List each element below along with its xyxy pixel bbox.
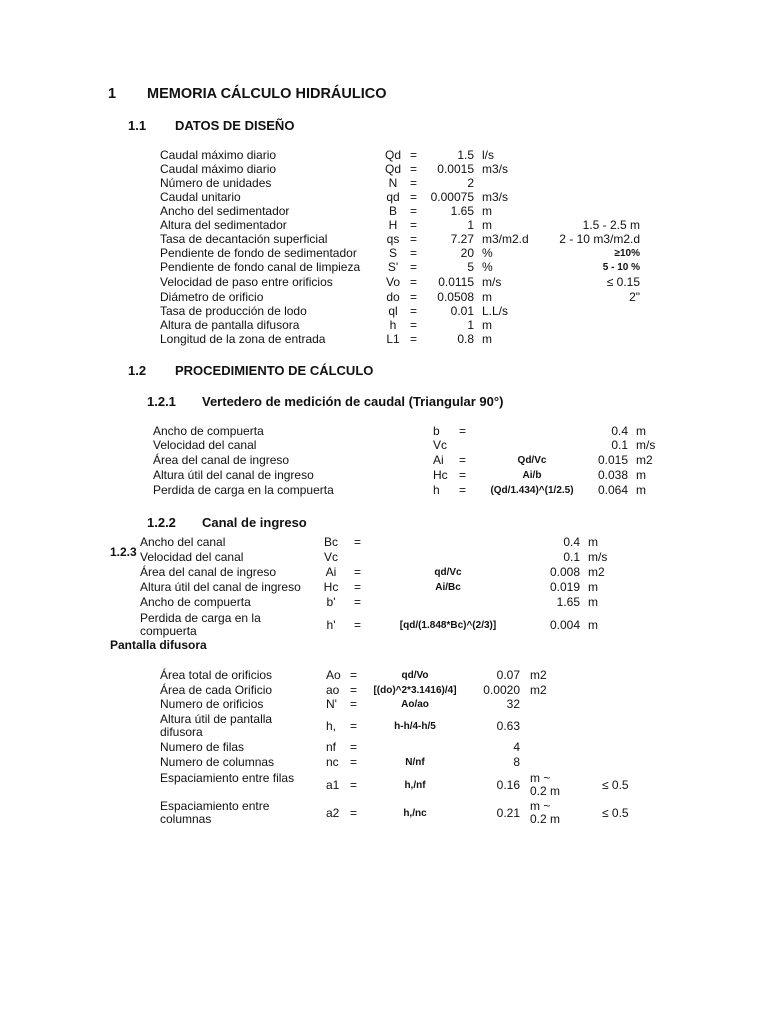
row-label: Perdida de carga en la compuerta bbox=[140, 611, 261, 638]
row-symbol: a1 bbox=[326, 778, 340, 792]
row-label: Velocidad del canal bbox=[140, 550, 244, 564]
row-formula: (Qd/1.434)^(1/2.5) bbox=[490, 485, 574, 496]
row-equals: = bbox=[459, 468, 467, 482]
row-formula: Ai/b bbox=[522, 470, 542, 481]
row-label: Altura del sedimentador bbox=[160, 218, 287, 232]
section-1-title: MEMORIA CÁLCULO HIDRÁULICO bbox=[147, 86, 387, 102]
row-value: 20 bbox=[460, 246, 474, 260]
row-label: Pendiente de fondo canal de limpieza bbox=[160, 260, 361, 274]
row-value: 1 bbox=[467, 318, 474, 332]
section-1-2-title: PROCEDIMIENTO DE CÁLCULO bbox=[175, 363, 374, 378]
row-symbol: ao bbox=[326, 683, 340, 697]
row-equals: = bbox=[410, 332, 418, 346]
row-unit: m/s bbox=[482, 275, 502, 289]
row-symbol: h bbox=[433, 483, 440, 497]
row-value: 0.019 bbox=[549, 580, 580, 594]
row-label: Área total de orificios bbox=[160, 668, 273, 682]
row-label: Área de cada Orificio bbox=[160, 683, 273, 697]
row-label: Caudal máximo diario bbox=[160, 162, 277, 176]
table-row bbox=[0, 683, 768, 698]
row-symbol: qs bbox=[386, 232, 400, 246]
row-equals: = bbox=[410, 190, 418, 204]
table-row bbox=[0, 438, 768, 453]
row-symbol: L1 bbox=[386, 332, 400, 346]
row-equals: = bbox=[459, 453, 467, 467]
row-value: 0.63 bbox=[496, 719, 520, 733]
row-unit: % bbox=[482, 246, 493, 260]
row-equals: = bbox=[350, 806, 358, 820]
row-unit: m bbox=[588, 580, 598, 594]
row-formula: [qd/(1.848*Bc)^(2/3)] bbox=[399, 620, 497, 631]
row-symbol: Qd bbox=[384, 148, 401, 162]
row-unit: % bbox=[482, 260, 493, 274]
row-unit: m3/m2.d bbox=[482, 232, 529, 246]
row-equals: = bbox=[354, 565, 362, 579]
row-equals: = bbox=[459, 424, 467, 438]
row-limit: ≤ 0.5 bbox=[602, 778, 629, 792]
row-value: 0.4 bbox=[611, 424, 628, 438]
row-label: Ancho de compuerta bbox=[140, 595, 251, 609]
row-formula: h-h/4-h/5 bbox=[394, 721, 436, 732]
row-value: 5 bbox=[467, 260, 474, 274]
row-symbol: Vc bbox=[433, 438, 448, 452]
row-unit: m bbox=[588, 595, 598, 609]
row-value: 0.16 bbox=[496, 778, 520, 792]
row-symbol: Qd bbox=[384, 162, 401, 176]
row-equals: = bbox=[350, 778, 358, 792]
row-label: Área del canal de ingreso bbox=[140, 565, 277, 579]
row-unit: m bbox=[482, 290, 492, 304]
row-value: 0.0115 bbox=[438, 275, 474, 289]
row-equals: = bbox=[350, 668, 358, 682]
row-value: 0.015 bbox=[597, 453, 628, 467]
table-row bbox=[0, 190, 768, 205]
row-symbol: N' bbox=[326, 697, 337, 711]
row-range: ≥10% bbox=[614, 248, 640, 259]
section-1-2-number: 1.2 bbox=[128, 363, 147, 378]
row-equals: = bbox=[410, 318, 418, 332]
row-range: 2" bbox=[629, 290, 640, 304]
row-unit: m2 bbox=[530, 668, 547, 682]
row-equals: = bbox=[410, 162, 418, 176]
table-row bbox=[0, 612, 768, 640]
row-equals: = bbox=[350, 683, 358, 697]
row-label: Altura útil de pantalla difusora bbox=[160, 712, 273, 739]
table-row bbox=[0, 565, 768, 580]
row-symbol: h, bbox=[326, 719, 337, 733]
table-row bbox=[0, 290, 768, 305]
table-row bbox=[0, 468, 768, 483]
row-symbol: H bbox=[388, 218, 398, 232]
table-row bbox=[0, 162, 768, 177]
row-formula: qd/Vc bbox=[434, 567, 462, 578]
row-label: Numero de columnas bbox=[160, 755, 275, 769]
row-symbol: h bbox=[389, 318, 397, 332]
section-1-2-3-title: Pantalla difusora bbox=[110, 638, 207, 652]
row-symbol: S' bbox=[387, 260, 399, 274]
row-symbol: nf bbox=[326, 740, 337, 754]
row-label: Altura útil del canal de ingreso bbox=[140, 580, 301, 594]
row-symbol: h' bbox=[326, 618, 336, 632]
section-1-1-number: 1.1 bbox=[128, 118, 147, 133]
section-1-2-1-title: Vertedero de medición de caudal (Triangular 90°) bbox=[202, 394, 504, 409]
row-symbol: qd bbox=[386, 190, 400, 204]
row-unit: L.L/s bbox=[482, 304, 509, 318]
row-label: Velocidad de paso entre orificios bbox=[160, 275, 333, 289]
row-range: 5 - 10 % bbox=[602, 262, 640, 273]
row-value: 0.0020 bbox=[483, 683, 520, 697]
row-limit: ≤ 0.5 bbox=[602, 806, 629, 820]
row-value: 0.004 bbox=[549, 618, 580, 632]
row-label: Espaciamiento entre filas bbox=[160, 771, 295, 785]
row-unit: m bbox=[482, 218, 492, 232]
table-row bbox=[0, 232, 768, 247]
table-row bbox=[0, 246, 768, 261]
row-label: Tasa de producción de lodo bbox=[160, 304, 307, 318]
row-equals: = bbox=[410, 204, 418, 218]
row-symbol: b bbox=[433, 424, 440, 438]
row-label: Altura útil del canal de ingreso bbox=[153, 468, 314, 482]
row-formula: h,/nf bbox=[404, 780, 426, 791]
row-unit: m2 bbox=[588, 565, 605, 579]
row-value: 0.07 bbox=[496, 668, 520, 682]
row-value: 0.8 bbox=[457, 332, 474, 346]
table-row bbox=[0, 424, 768, 439]
row-range: 1.5 - 2.5 m bbox=[582, 218, 640, 232]
row-value: 1 bbox=[467, 218, 474, 232]
row-equals: = bbox=[350, 697, 358, 711]
table-row bbox=[0, 218, 768, 233]
table-row bbox=[0, 318, 768, 333]
table-row bbox=[0, 260, 768, 275]
row-value: 7.27 bbox=[450, 232, 474, 246]
row-value: 0.00075 bbox=[430, 190, 474, 204]
row-label: Longitud de la zona de entrada bbox=[160, 332, 326, 346]
row-label: Numero de filas bbox=[160, 740, 245, 754]
row-value: 4 bbox=[513, 740, 520, 754]
row-equals: = bbox=[354, 535, 362, 549]
row-unit: m ~ 0.2 m bbox=[530, 771, 561, 798]
row-unit: m bbox=[588, 618, 598, 632]
table-row bbox=[0, 332, 768, 347]
row-unit: m/s bbox=[636, 438, 656, 452]
table-row bbox=[0, 176, 768, 191]
row-label: Número de unidades bbox=[160, 176, 272, 190]
row-equals: = bbox=[410, 275, 418, 289]
row-symbol: Bc bbox=[323, 535, 338, 549]
row-unit: l/s bbox=[482, 148, 494, 162]
row-symbol: a2 bbox=[326, 806, 340, 820]
section-1-2-1-number: 1.2.1 bbox=[147, 394, 176, 409]
table-row bbox=[0, 483, 768, 498]
row-label: Espaciamiento entre columnas bbox=[160, 799, 270, 826]
row-equals: = bbox=[410, 218, 418, 232]
row-equals: = bbox=[350, 740, 358, 754]
row-value: 1.65 bbox=[556, 595, 580, 609]
row-value: 0.0508 bbox=[437, 290, 474, 304]
row-equals: = bbox=[350, 719, 358, 733]
row-symbol: ql bbox=[388, 304, 398, 318]
row-symbol: S bbox=[388, 246, 397, 260]
row-equals: = bbox=[410, 246, 418, 260]
row-unit: m bbox=[636, 468, 646, 482]
row-label: Caudal máximo diario bbox=[160, 148, 277, 162]
row-label: Caudal unitario bbox=[160, 190, 241, 204]
table-row bbox=[0, 697, 768, 712]
row-unit: m/s bbox=[588, 550, 608, 564]
row-unit: m bbox=[482, 204, 492, 218]
row-value: 32 bbox=[506, 697, 520, 711]
table-row bbox=[0, 800, 768, 828]
row-unit: m bbox=[636, 424, 646, 438]
row-unit: m3/s bbox=[482, 162, 509, 176]
row-value: 1.65 bbox=[450, 204, 474, 218]
row-equals: = bbox=[410, 260, 418, 274]
row-symbol: Hc bbox=[323, 580, 339, 594]
table-row bbox=[0, 580, 768, 595]
row-label: Ancho de compuerta bbox=[153, 424, 264, 438]
row-equals: = bbox=[354, 595, 362, 609]
row-formula: Ao/ao bbox=[401, 699, 429, 710]
row-value: 0.1 bbox=[611, 438, 628, 452]
table-row bbox=[0, 755, 768, 770]
row-unit: m2 bbox=[636, 453, 653, 467]
row-value: 0.038 bbox=[597, 468, 628, 482]
section-1-number: 1 bbox=[108, 86, 117, 102]
row-label: Área del canal de ingreso bbox=[153, 453, 290, 467]
row-label: Ancho del sedimentador bbox=[160, 204, 290, 218]
row-equals: = bbox=[410, 232, 418, 246]
row-unit: m bbox=[482, 318, 492, 332]
table-row bbox=[0, 275, 768, 290]
row-value: 2 bbox=[467, 176, 474, 190]
table-row bbox=[0, 595, 768, 610]
row-formula: [(do)^2*3.1416)/4] bbox=[373, 685, 457, 696]
section-1-2-2-number: 1.2.2 bbox=[147, 515, 176, 530]
row-value: 0.008 bbox=[549, 565, 580, 579]
table-row bbox=[0, 453, 768, 468]
row-formula: Ai/Bc bbox=[435, 582, 461, 593]
row-label: Altura de pantalla difusora bbox=[160, 318, 300, 332]
table-row bbox=[0, 713, 768, 741]
table-row bbox=[0, 772, 768, 800]
row-value: 0.21 bbox=[496, 806, 520, 820]
row-value: 0.064 bbox=[597, 483, 628, 497]
row-symbol: Vc bbox=[323, 550, 338, 564]
section-1-1-title: DATOS DE DISEÑO bbox=[175, 118, 295, 133]
row-symbol: Ai bbox=[325, 565, 337, 579]
row-symbol: nc bbox=[326, 755, 339, 769]
row-symbol: b' bbox=[326, 595, 336, 609]
row-symbol: Ai bbox=[433, 453, 444, 467]
row-unit: m3/s bbox=[482, 190, 509, 204]
row-equals: = bbox=[410, 304, 418, 318]
table-row bbox=[0, 668, 768, 683]
row-range: ≤ 0.15 bbox=[606, 275, 640, 289]
row-formula: h,/nc bbox=[403, 808, 427, 819]
table-row bbox=[0, 148, 768, 163]
table-row bbox=[0, 740, 768, 755]
row-label: Velocidad del canal bbox=[153, 438, 257, 452]
row-unit: m bbox=[482, 332, 492, 346]
row-label: Diámetro de orificio bbox=[160, 290, 264, 304]
row-equals: = bbox=[350, 755, 358, 769]
row-equals: = bbox=[459, 483, 467, 497]
row-unit: m bbox=[636, 483, 646, 497]
row-value: 0.0015 bbox=[437, 162, 474, 176]
row-label: Perdida de carga en la compuerta bbox=[153, 483, 334, 497]
row-equals: = bbox=[410, 176, 418, 190]
row-value: 8 bbox=[513, 755, 520, 769]
row-value: 1.5 bbox=[457, 148, 474, 162]
row-symbol: Hc bbox=[433, 468, 448, 482]
row-unit: m2 bbox=[530, 683, 547, 697]
row-unit: m bbox=[588, 535, 598, 549]
row-label: Numero de orificios bbox=[160, 697, 264, 711]
table-row bbox=[0, 204, 768, 219]
row-value: 0.4 bbox=[563, 535, 580, 549]
row-formula: Qd/Vc bbox=[517, 455, 547, 466]
row-unit: m ~ 0.2 m bbox=[530, 799, 561, 826]
row-label: Tasa de decantación superficial bbox=[160, 232, 328, 246]
row-equals: = bbox=[354, 618, 362, 632]
section-1-2-2-title: Canal de ingreso bbox=[202, 515, 307, 530]
row-symbol: Ao bbox=[326, 668, 341, 682]
row-formula: qd/Vo bbox=[401, 670, 429, 681]
row-equals: = bbox=[410, 148, 418, 162]
row-value: 0.1 bbox=[563, 550, 580, 564]
row-symbol: do bbox=[386, 290, 400, 304]
row-symbol: Vo bbox=[385, 275, 400, 289]
row-symbol: B bbox=[388, 204, 397, 218]
row-equals: = bbox=[354, 580, 362, 594]
table-row bbox=[0, 304, 768, 319]
section-1-2-3-number: 1.2.3 bbox=[110, 545, 137, 559]
row-value: 0.01 bbox=[450, 304, 474, 318]
row-equals: = bbox=[410, 290, 418, 304]
row-label: Pendiente de fondo de sedimentador bbox=[160, 246, 357, 260]
row-label: Ancho del canal bbox=[140, 535, 226, 549]
row-range: 2 - 10 m3/m2.d bbox=[559, 232, 640, 246]
row-symbol: N bbox=[388, 176, 398, 190]
row-formula: N/nf bbox=[405, 757, 425, 768]
